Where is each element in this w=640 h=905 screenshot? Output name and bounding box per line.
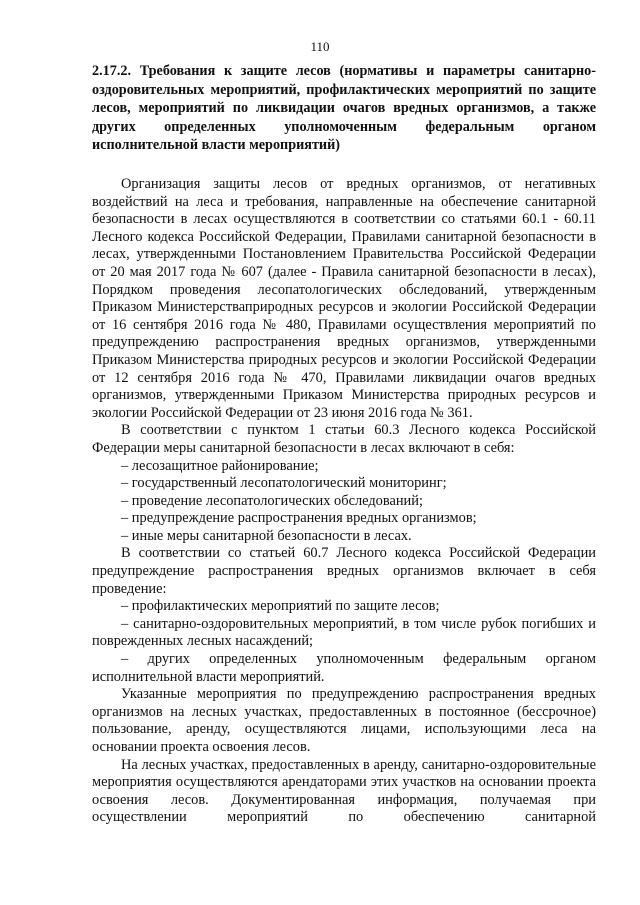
document-body [92, 176, 596, 827]
paragraph: Организация защиты лесов от вредных организмов, от негативных воздействий на леса и требования, направленные на обеспечение санитарной безопасности в лесах осуществляются в соответствии со статьями 60.1 - 60.11 Лесного кодекса Российской Федерации, Правилами санитарной безопасности в лесах, утвержденными Постановлением Правительства Российской Федерации от 20 мая 2017 года № 607 (далее - Правила санитарной безопасности в лесах), Порядком проведения лесопатологических обследований, утвержденным Приказом Министерстваприродных ресурсов и экологии Российской Федерации от 16 сентября 2016 года № 480, Правилами осуществления мероприятий по предупреждению распространения вредных организмов, утвержденными Приказом Министерства природных ресурсов и экологии Российской Федерации от 12 сентября 2016 года № 470, Правилами ликвидации очагов вредных организмов, утвержденными Приказом Министерства природных ресурсов и экологии Российской Федерации от 23 июня 2016 года № 361. [92, 176, 596, 421]
paragraph: В соответствии с пунктом 1 статьи 60.3 Лесного кодекса Российской Федерации меры санитарной безопасности в лесах включают в себя: [92, 422, 596, 456]
list-item: – предупреждение распространения вредных организмов; [121, 510, 477, 527]
section-heading: 2.17.2. Требования к защите лесов (нормативы и параметры санитарно-оздоровительных мероприятий, профилактических мероприятий по защите лесов, мероприятий по ликвидации очагов вредных организмов, а также других определенных уполномоченным федеральным органом исполнительной власти мероприятий) [92, 63, 596, 154]
paragraph: В соответствии со статьей 60.7 Лесного кодекса Российской Федерации предупреждение распространения вредных организмов включает в себя проведение: [92, 545, 596, 597]
list-item: – иные меры санитарной безопасности в лесах. [121, 527, 412, 544]
paragraph: Указанные мероприятия по предупреждению распространения вредных организмов на лесных участках, предоставленных в постоянное (бессрочное) пользование, аренду, осуществляются лицами, использующими леса на основании проекта освоения лесов. [92, 686, 596, 755]
list-item: – других определенных уполномоченным федеральным органом исполнительной власти мероприятий. [92, 651, 596, 685]
list-item: – государственный лесопатологический мониторинг; [121, 475, 447, 492]
list-item: – лесозащитное районирование; [121, 457, 319, 474]
list-item: – профилактических мероприятий по защите лесов; [121, 598, 440, 615]
paragraph: На лесных участках, предоставленных в аренду, санитарно-оздоровительные мероприятия осуществляются арендаторами этих участков на основании проекта освоения лесов. Документированная информация, получаемая при осуществлении мероприятий по обеспечению санитарной [92, 756, 596, 826]
page-number: 110 [310, 39, 330, 54]
list-item: – санитарно-оздоровительных мероприятий, в том числе рубок погибших и поврежденных лесных насаждений; [92, 615, 596, 650]
list-item: – проведение лесопатологических обследований; [121, 492, 423, 509]
